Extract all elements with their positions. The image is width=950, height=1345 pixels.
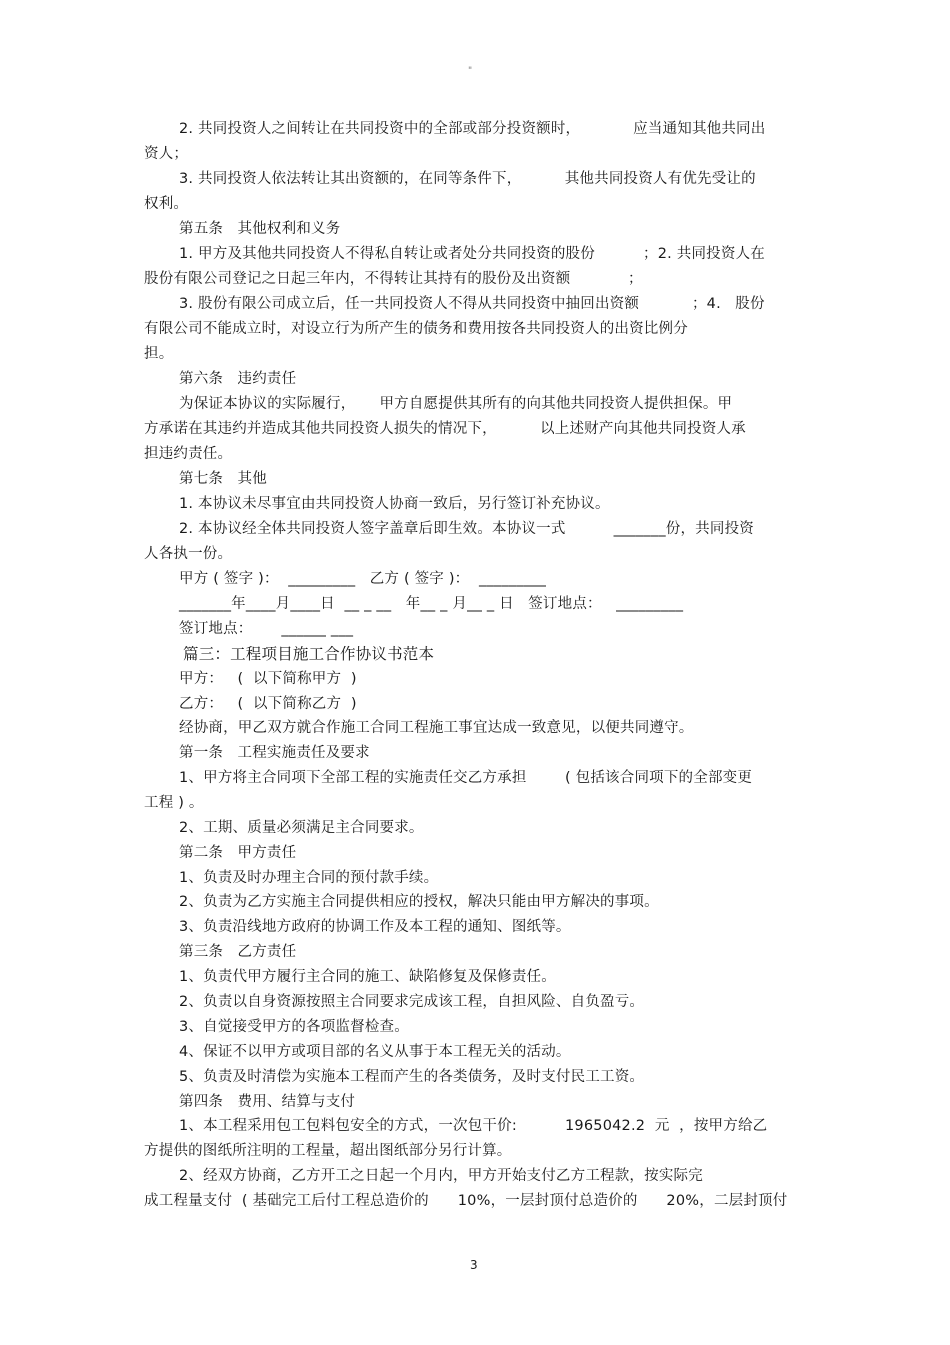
page-top-mark: "	[468, 66, 473, 76]
text-line: 1、负责及时办理主合同的预付款手续。	[179, 870, 439, 886]
text-line: 4、保证不以甲方或项目部的名义从事于本工程无关的活动。	[179, 1044, 571, 1060]
text-line: 2. 共同投资人之间转让在共同投资中的全部或部分投资额时， 应当通知其他共同出	[179, 121, 766, 137]
text-line: 有限公司不能成立时，对设立行为所产生的债务和费用按各共同投资人的出资比例分	[144, 321, 688, 337]
text-line: 担违约责任。	[144, 446, 233, 462]
text-line: 成工程量支付 ( 基础完工后付工程总造价的 10%，一层封顶付总造价的 20%，二层封顶付	[144, 1193, 788, 1209]
section-heading: 第四条 费用、结算与支付	[179, 1094, 356, 1110]
text-line: 方承诺在其违约并造成其他共同投资人损失的情况下， 以上述财产向其他共同投资人承	[144, 421, 746, 437]
text-line: 1. 本协议未尽事宜由共同投资人协商一致后，另行签订补充协议。	[179, 496, 610, 512]
text-line: 3、负责沿线地方政府的协调工作及本工程的通知、图纸等。	[179, 919, 571, 935]
text-line: 股份有限公司登记之日起三年内，不得转让其持有的股份及出资额 ；	[144, 271, 643, 287]
text-line: 3. 股份有限公司成立后，任一共同投资人不得从共同投资中抽回出资额 ；4. 股份	[179, 296, 765, 312]
text-line: 3. 共同投资人依法转让其出资额的，在同等条件下， 其他共同投资人有优先受让的	[179, 171, 756, 187]
text-line: 人各执一份。	[144, 546, 233, 562]
text-line: 2、负责为乙方实施主合同提供相应的授权，解决只能由甲方解决的事项。	[179, 894, 659, 910]
text-line: 2、工期、质量必须满足主合同要求。	[179, 820, 424, 836]
section-heading: 第一条 工程实施责任及要求	[179, 745, 370, 761]
text-line: 工程 ) 。	[144, 795, 204, 811]
text-line: 2. 本协议经全体共同投资人签字盖章后即生效。本协议一式 _______份，共同投资	[179, 521, 754, 537]
text-line: 3、自觉接受甲方的各项监督检查。	[179, 1019, 409, 1035]
text-line: 1、负责代甲方履行主合同的施工、缺陷修复及保修责任。	[179, 969, 556, 985]
section-heading: 第七条 其他	[179, 471, 267, 487]
section-heading: 第五条 其他权利和义务	[179, 221, 341, 237]
page-number: 3	[470, 1258, 478, 1272]
signing-place-line: 签订地点： ______ ___	[179, 621, 354, 637]
section-heading: 第三条 乙方责任	[179, 944, 297, 960]
text-line: 2、负责以自身资源按照主合同要求完成该工程，自担风险、自负盈亏。	[179, 994, 645, 1010]
text-line: 经协商，甲乙双方就合作施工合同工程施工事宜达成一致意见，以便共同遵守。	[179, 720, 694, 736]
text-line: 5、负责及时清偿为实施本工程而产生的各类债务，及时支付民工工资。	[179, 1069, 645, 1085]
text-line: 1. 甲方及其他共同投资人不得私自转让或者处分共同投资的股份 ；2. 共同投资人在	[179, 246, 765, 262]
date-line: _______年____月____日 __ _ __ 年__ _ 月__ _ 日 签订地点： _________	[179, 596, 684, 612]
text-line: 方提供的图纸所注明的工程量，超出图纸部分另行计算。	[144, 1143, 512, 1159]
text-line: 担。	[144, 346, 174, 362]
text-line: 2、经双方协商，乙方开工之日起一个月内，甲方开始支付乙方工程款，按实际完	[179, 1168, 703, 1184]
section-heading: 第二条 甲方责任	[179, 845, 297, 861]
signature-line: 甲方 ( 签字 )： _________ 乙方 ( 签字 )： _________	[179, 571, 547, 587]
text-line: 乙方： ( 以下简称乙方 )	[179, 696, 357, 712]
section-heading: 第六条 违约责任	[179, 371, 297, 387]
text-line: 甲方： ( 以下简称甲方 )	[179, 671, 357, 687]
part-title: 篇三：工程项目施工合作协议书范本	[183, 645, 435, 663]
text-line: 1、本工程采用包工包料包安全的方式，一次包干价: 1965042.2 元 ，按甲方给乙	[179, 1118, 768, 1134]
text-line: 为保证本协议的实际履行， 甲方自愿提供其所有的向其他共同投资人提供担保。甲	[179, 396, 733, 412]
text-line: 权利。	[144, 196, 189, 212]
text-line: 1、甲方将主合同项下全部工程的实施责任交乙方承担 ( 包括该合同项下的全部变更	[179, 770, 753, 786]
text-line: 资人；	[144, 146, 189, 162]
